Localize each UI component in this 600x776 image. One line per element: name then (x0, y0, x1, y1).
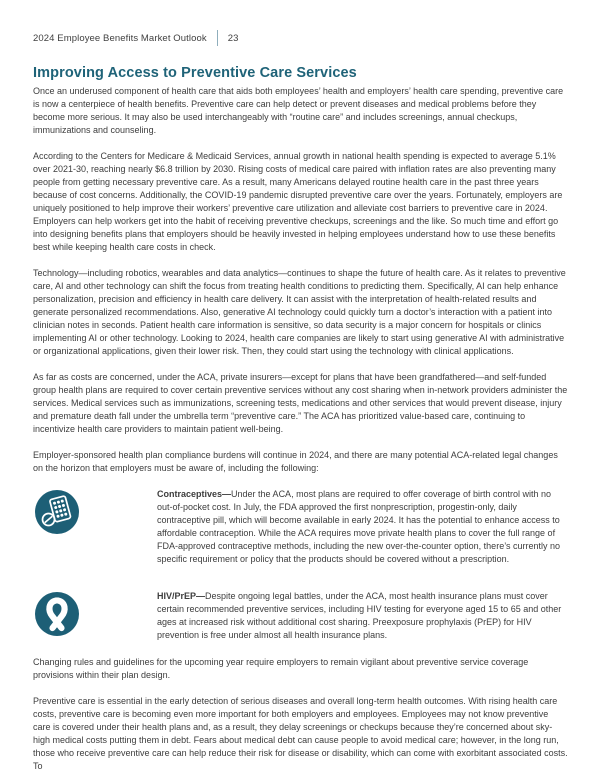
header-divider (217, 30, 218, 46)
section-heading: Improving Access to Preventive Care Services (33, 65, 357, 81)
paragraph-health-spending: According to the Centers for Medicare & Medicaid Services, annual growth in national health spending is expected to average 5.1% over 2021-30, reaching nearly $6.8 trillion by 2030. Rising costs of medical care paired with inflation rates are also preventing many people from getting necessary preventive care. As a result, many Americans delayed routine health care in the past three years because of cost concerns. Additionally, the COVID-19 pandemic disrupted preventive care over the years. Fortunately, employers are uniquely positioned to help improve their workers’ preventive care utilization and alleviate cost barriers to preventive care in 2024. Employers can help workers get into the habit of receiving preventive checkups, screenings and the like. So much time and effort go into designing benefits plans that employers should be heavily invested in helping employees understand how to use these benefits best while keeping health care costs in check. (33, 151, 563, 252)
bullet-label-hiv-prep: HIV/PrEP— (157, 591, 206, 601)
paragraph-changing-rules: Changing rules and guidelines for the upcoming year require employers to remain vigilant about preventive service coverage provisions within their plan design. (33, 657, 529, 680)
header-title: 2024 Employee Benefits Market Outlook (33, 32, 207, 44)
bullet-label-contraceptives: Contraceptives— (157, 489, 232, 499)
header-page-number: 23 (227, 32, 239, 44)
bullet-text-hiv-prep (157, 590, 568, 642)
paragraph-aca-costs: As far as costs are concerned, under the ACA, private insurers—except for plans that have been grandfathered—and self-funded group health plans are required to cover certain preventive services without any cost sharing when in-network providers administer the services. Medical services such as immunizations, screening tests, medications and other services that would prevent disease, injury and premature death fall under the umbrella term “preventive care.” The ACA has prioritized value-based care, continuing to incentivize health care providers to maintain patient well-being. (33, 372, 568, 434)
contraceptive-pill-pack-icon (35, 490, 79, 534)
bullet-body-hiv-prep: Despite ongoing legal battles, under the ACA, most health insurance plans must cover certain recommended preventive services, including HIV testing for everyone aged 15 to 65 and other ages at increased risk without additional cost sharing. Preexposure prophylaxis (PrEP) for HIV prevention is free under almost all health insurance plans. (157, 591, 562, 640)
paragraph-preventive-essential: Preventive care is essential in the early detection of serious diseases and overall long-term health outcomes. With rising health care costs, preventive care is becoming even more important for both employers and employees. Employees may not know preventive care is covered under their health plans and, as a result, they delay screenings or checkups because they’re concerned about sky-high medical costs putting them in debt. Fears about medical debt can cause people to avoid medical care; however, in the long run, those who receive preventive care can help reduce their risk for disease or disability, which can come with exorbitant associated costs. To (33, 696, 568, 771)
bullet-contraceptives (33, 488, 568, 566)
paragraph-technology-ai: Technology—including robotics, wearables and data analytics—continues to shape the future of health care. As it relates to preventive care, AI and other technology can shift the focus from treating health conditions to predicting them. Specifically, AI can help enhance personalization, precision and efficiency in health care delivery. It can assist with the interpretation of health-related results and generate personalized recommendations. Also, generative AI technology could quickly turn a doctor’s interaction with a patient into clinician notes in seconds. Patient health care information is sensitive, so data security is a major concern for hospitals or clinics implementing AI or other technology. Looking to 2024, health care companies are likely to start using generative AI with administrative or organizational applications, given their lower risk. Then, they could start using the technology with clinical applications. (33, 268, 566, 356)
paragraph-intro: Once an underused component of health care that aids both employees’ health and employers’ health care spending, preventive care is now a centerpiece of health benefits. Preventive care can help detect or prevent diseases and medical problems before they become more serious. It may also be used interchangeably with “routine care” and includes screenings, annual checkups, immunizations and counseling. (33, 86, 564, 135)
bullet-hiv-prep (33, 590, 568, 642)
awareness-ribbon-icon (35, 592, 79, 636)
bullet-body-contraceptives: Under the ACA, most plans are required to offer coverage of birth control with no out-of-pocket cost. In July, the FDA approved the first nonprescription, progestin-only, daily contraceptive pill, which will become available in early 2024. It has the potential to enhance access to affordable contraception. While the ACA requires move private health plans to cover the full range of FDA-approved contraceptive methods, including the new over-the-counter option, there’s currently no specific requirement or policy that the products should be covered without a prescription. (157, 489, 561, 564)
paragraph-compliance-intro: Employer-sponsored health plan compliance burdens will continue in 2024, and there are many potential ACA-related legal changes on the horizon that employers must be aware of, including the following: (33, 450, 558, 473)
bullet-text-contraceptives (157, 488, 568, 566)
bullet-list (33, 488, 568, 642)
page-header (33, 30, 568, 46)
